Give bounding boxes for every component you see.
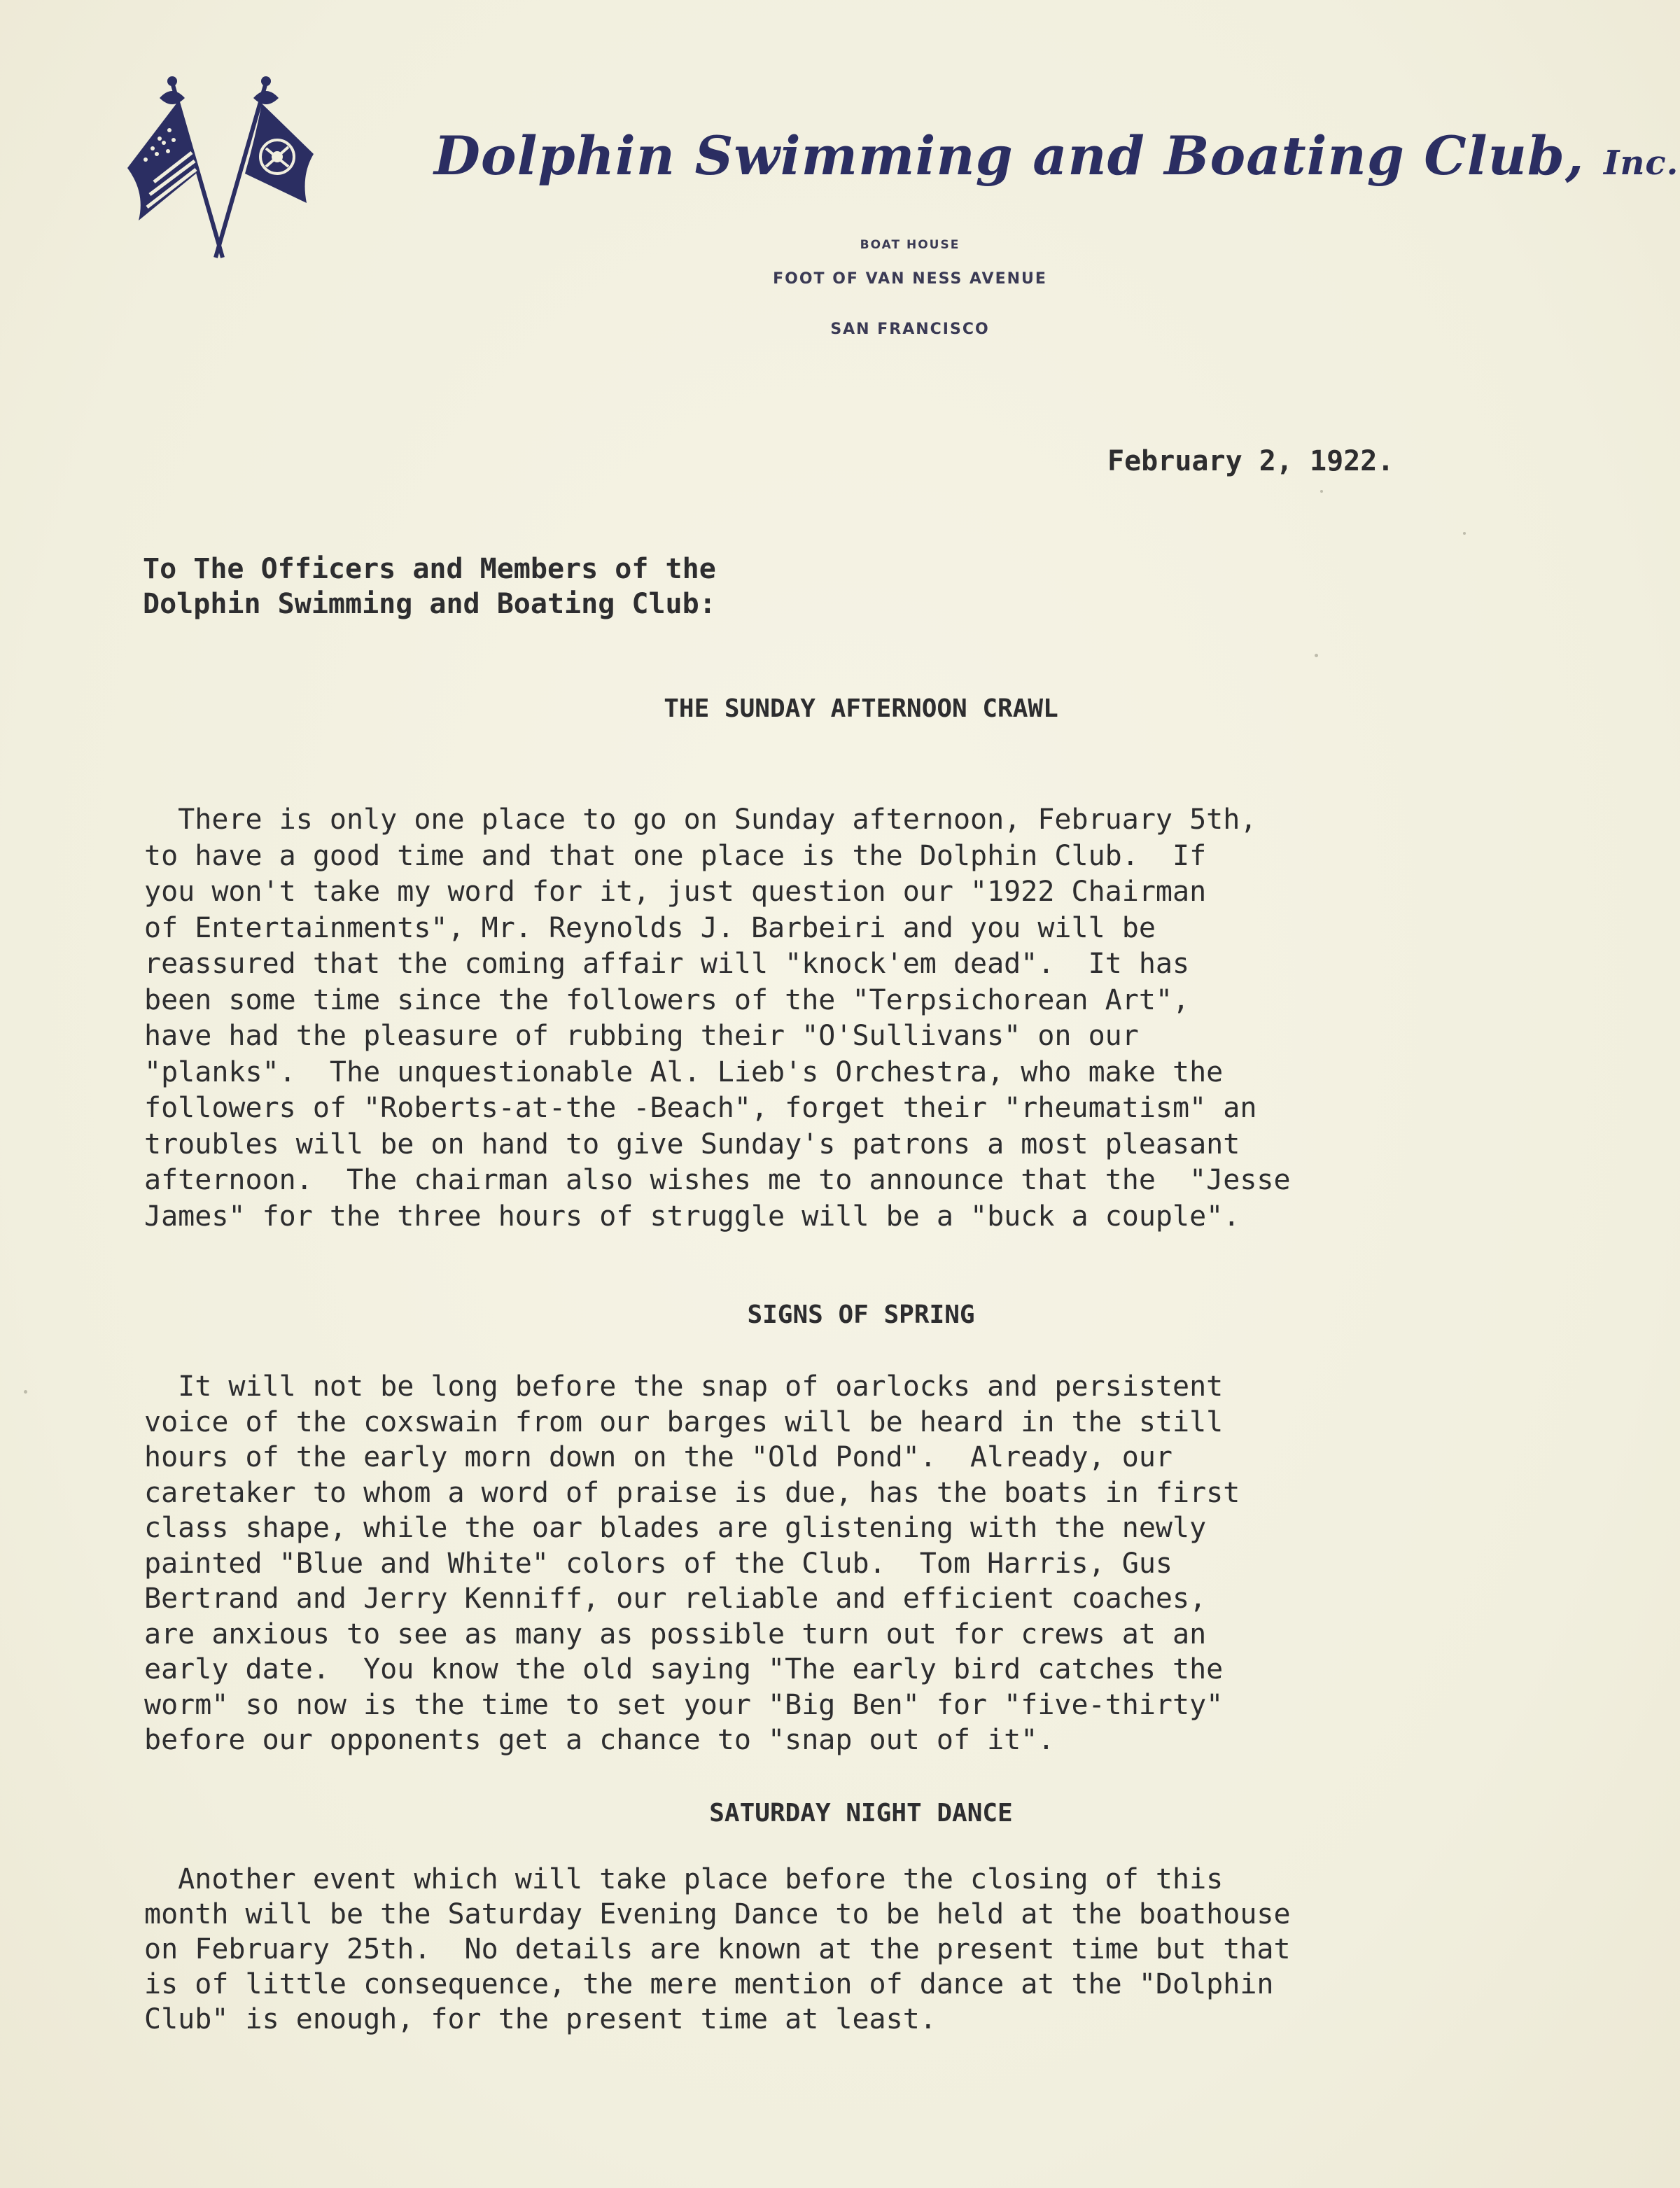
section-heading: SATURDAY NIGHT DANCE bbox=[709, 1799, 1013, 1828]
section-heading: SIGNS OF SPRING bbox=[747, 1300, 975, 1329]
paper-speck bbox=[1320, 490, 1323, 493]
salutation: To The Officers and Members of the Dolphin Swimming and Boating Club: bbox=[143, 553, 716, 620]
letter-date: February 2, 1922. bbox=[1107, 445, 1394, 477]
section-body: There is only one place to go on Sunday afternoon, February 5th, to have a good time and that one place is the Dolphin Club. If you won't take my word for it, just question our "1922 Chairman of Entertainments", Mr. Reynolds J. Barbeiri and you will be reassured that the coming affair will "knock'em dead". It has been some time since the followers of the "Terpsichorean Art", have had the pleasure of rubbing their "O'Sullivans" on our "planks". The unquestionable Al. Lieb's Orchestra, who make the followers of "Roberts-at-the -Beach", forget their "rheumatism" an troubles will be on hand to give Sunday's patrons a most pleasant afternoon. The chairman also wishes me to announce that the "Jesse James" for the three hours of struggle will be a "buck a couple". bbox=[144, 804, 1291, 1233]
section-heading: THE SUNDAY AFTERNOON CRAWL bbox=[664, 694, 1058, 723]
crossed-flags-icon bbox=[118, 70, 321, 273]
club-name bbox=[434, 125, 1679, 187]
paper-speck bbox=[1463, 532, 1466, 535]
section-body: It will not be long before the snap of oarlocks and persistent voice of the coxswain from our barges will be heard in the still hours of the early morn down on the "Old Pond". Already, our caretaker to whom a word of praise is due, has the boats in first class shape, while the oar blades are glistening with the newly painted "Blue and White" colors of the Club. Tom Harris, Gus Bertrand and Jerry Kenniff, our reliable and efficient coaches, are anxious to see as many as possible turn out for crews at an early date. You know the old saying "The early bird catches the worm" so now is the time to set your "Big Ben" for "five-thirty" before our opponents get a chance to "snap out of it". bbox=[144, 1370, 1240, 1756]
address-line-boat-house: BOAT HOUSE bbox=[860, 238, 960, 252]
club-name-text: Dolphin Swimming and Boating Club, bbox=[434, 125, 1585, 187]
club-name-suffix: Inc. bbox=[1603, 143, 1679, 183]
address-line-street: FOOT OF VAN NESS AVENUE bbox=[773, 270, 1047, 288]
section-body: Another event which will take place before the closing of this month will be the Saturday Evening Dance to be held at the boathouse on February 25th. No details are known at the present time but that is of little consequence, the mere mention of dance at the "Dolphin Club" is enough, for the present time at least. bbox=[144, 1863, 1291, 2035]
paper-speck bbox=[1315, 654, 1318, 657]
paper-speck bbox=[24, 1390, 27, 1394]
address-line-city: SAN FRANCISCO bbox=[830, 321, 990, 338]
